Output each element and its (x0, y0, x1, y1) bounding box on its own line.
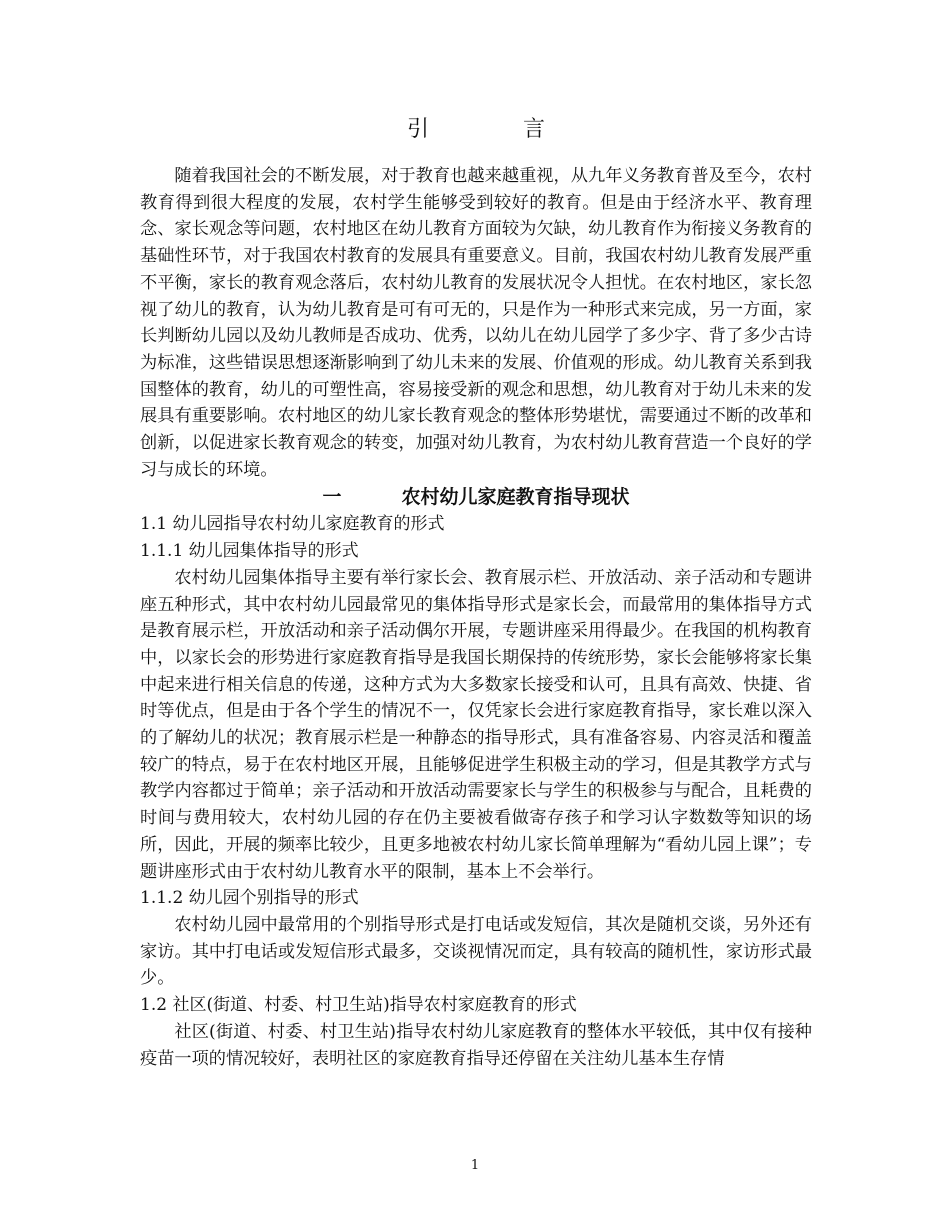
paragraph-1-2: 社区(街道、村委、村卫生站)指导农村幼儿家庭教育的整体水平较低，其中仅有接种疫苗一项的情况较好，表明社区的家庭教育指导还停留在关注幼儿基本生存情 (140, 1021, 812, 1069)
section-title: 农村幼儿家庭教育指导现状 (401, 486, 630, 509)
page-number: 1 (470, 1158, 480, 1173)
intro-paragraph: 随着我国社会的不断发展，对于教育也越来越重视，从九年义务教育普及至今，农村教育得到很大程度的发展，农村学生能够受到较好的教育。但是由于经济水平、教育理念、家长观念等问题，农村地区在幼儿教育方面较为欠缺，幼儿教育作为衔接义务教育的基础性环节，对于我国农村教育的发展具有重要意义。目前，我国农村幼儿教育发展严重不平衡，家长的教育观念落后，农村幼儿教育的发展状况令人担忧。在农村地区，家长忽视了幼儿的教育，认为幼儿教育是可有可无的，只是作为一种形式来完成，另一方面，家长判断幼儿园以及幼儿教师是否成功、优秀，以幼儿在幼儿园学了多少字、背了多少古诗为标准，这些错误思想逐渐影响到了幼儿未来的发展、价值观的形成。幼儿教育关系到我国整体的教育，幼儿的可塑性高，容易接受新的观念和思想，幼儿教育对于幼儿未来的发展具有重要影响。农村地区的幼儿家长教育观念的整体形势堪忧，需要通过不断的改革和创新，以促进家长教育观念的转变，加强对幼儿教育，为农村幼儿教育营造一个良好的学习与成长的环境。 (140, 166, 812, 480)
subheading-1-1: 1.1 幼儿园指导农村幼儿家庭教育的形式 (140, 514, 445, 535)
section-number: 一 (322, 486, 342, 509)
subheading-1-1-1: 1.1.1 幼儿园集体指导的形式 (140, 541, 359, 562)
paragraph-1-1-1: 农村幼儿园集体指导主要有举行家长会、教育展示栏、开放活动、亲子活动和专题讲座五种形式，其中农村幼儿园最常见的集体指导形式是家长会，而最常用的集体指导方式是教育展示栏，开放活动和亲子活动偶尔开展，专题讲座采用得最少。在我国的机构教育中，以家长会的形势进行家庭教育指导是我国长期保持的传统形势，家长会能够将家长集中起来进行相关信息的传递，这种方式为大多数家长接受和认可，且具有高效、快捷、省时等优点，但是由于各个学生的情况不一，仅凭家长会进行家庭教育指导，家长难以深入的了解幼儿的状况；教育展示栏是一种静态的指导形式，具有准备容易、内容灵活和覆盖较广的特点，易于在农村地区开展，且能够促进学生积极主动的学习，但是其教学方式与教学内容都过于简单；亲子活动和开放活动需要家长与学生的积极参与与配合，且耗费的时间与费用较大，农村幼儿园的存在仍主要被看做寄存孩子和学习认字数数等知识的场所，因此，开展的频率比较少，且更多地被农村幼儿家长简单理解为“看幼儿园上课”；专题讲座形式由于农村幼儿教育水平的限制，基本上不会举行。 (140, 567, 812, 882)
section-heading (140, 483, 812, 511)
paragraph-1-1-2: 农村幼儿园中最常用的个别指导形式是打电话或发短信，其次是随机交谈，另外还有家访。其中打电话或发短信形式最多，交谈视情况而定，具有较高的随机性，家访形式最少。 (140, 914, 812, 989)
subheading-1-1-2: 1.1.2 幼儿园个别指导的形式 (140, 888, 359, 909)
page-content (140, 112, 812, 1072)
subheading-1-2: 1.2 社区(街道、村委、村卫生站)指导农村家庭教育的形式 (140, 995, 577, 1016)
page-title: 引 言 (406, 117, 581, 142)
